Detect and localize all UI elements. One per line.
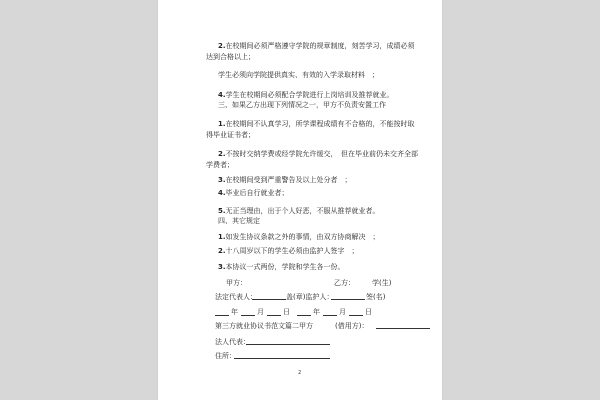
month-line-b [323, 315, 337, 316]
month-label-a: 月 [257, 308, 264, 316]
page-number: 2 [298, 370, 302, 376]
clause-2-cont: 达到合格以上； [206, 53, 255, 61]
address-line [234, 358, 330, 359]
section-three-heading: 三、如果乙方出现下列情况之一，甲方不负责安置工作 [218, 101, 386, 109]
legal-rep-signature-line [252, 299, 286, 300]
party-b-label: 乙方： [334, 279, 355, 287]
third-party-heading: 第三方就业协议书范文篇二甲方 [215, 322, 313, 330]
section-four-item-3: 3.本协议一式两份，学院和学生各一份。 [218, 263, 345, 271]
section-four-item-1: 1.如发生协议条款之外的事情，由双方协商解决 ； [218, 233, 380, 241]
legal-representative-line [246, 344, 330, 345]
clause-2: 2.在校期间必须严格遵守学院的规章制度，刻苦学习，成绩必须 [218, 42, 415, 50]
seal-guardian-label: 盖(章)监护人： [286, 293, 334, 301]
guardian-signature-line [331, 299, 365, 300]
section-four-heading: 四、其它规定 [218, 217, 260, 225]
section-three-item-2: 2.不按时交纳学费或经学院允许缓交， 但在毕业前仍未交齐全部 [218, 150, 419, 158]
month-label-b: 月 [339, 308, 346, 316]
day-label-a: 日 [283, 308, 290, 316]
document-page [158, 0, 442, 400]
section-four-item-2: 2.十八周岁以下的学生必须由监护人签字 ； [218, 247, 359, 255]
section-three-item-4: 4.毕业后自行就业者； [218, 189, 289, 197]
legal-representative-label: 法人代表： [215, 338, 250, 346]
section-three-item-1: 1.在校期间不认真学习，所学课程成绩有不合格的，不能按时取 [218, 120, 415, 128]
year-line-a [215, 315, 229, 316]
clause-4: 4.学生在校期间必须配合学院进行上岗培训及推荐就业。 [218, 91, 394, 99]
third-party-borrower-label: (借用方)： [335, 322, 369, 330]
section-three-item-3: 3.在校期间受到严重警告及以上处分者 ； [218, 176, 352, 184]
section-three-item-1-cont: 得毕业证书者； [206, 131, 255, 139]
third-party-line [376, 328, 430, 329]
party-a-label: 甲方： [226, 279, 247, 287]
year-line-b [297, 315, 311, 316]
signature-name-label: 签(名) [366, 293, 386, 301]
legal-rep-label: 法定代表人： [215, 293, 257, 301]
day-line-a [267, 315, 281, 316]
clause-3: 学生必须向学院提供真实、有效的入学录取材料 ； [218, 71, 379, 79]
section-three-item-5: 5.无正当理由，出于个人好恶，不服从推荐就业者。 [218, 207, 380, 215]
month-line-a [241, 315, 255, 316]
address-label: 住所： [215, 352, 236, 360]
section-three-item-2-cont: 学费者； [206, 161, 234, 169]
day-label-b: 日 [365, 308, 372, 316]
year-label-a: 年 [231, 308, 238, 316]
day-line-b [349, 315, 363, 316]
party-b-student-label: 学(生) [372, 279, 392, 287]
year-label-b: 年 [313, 308, 320, 316]
